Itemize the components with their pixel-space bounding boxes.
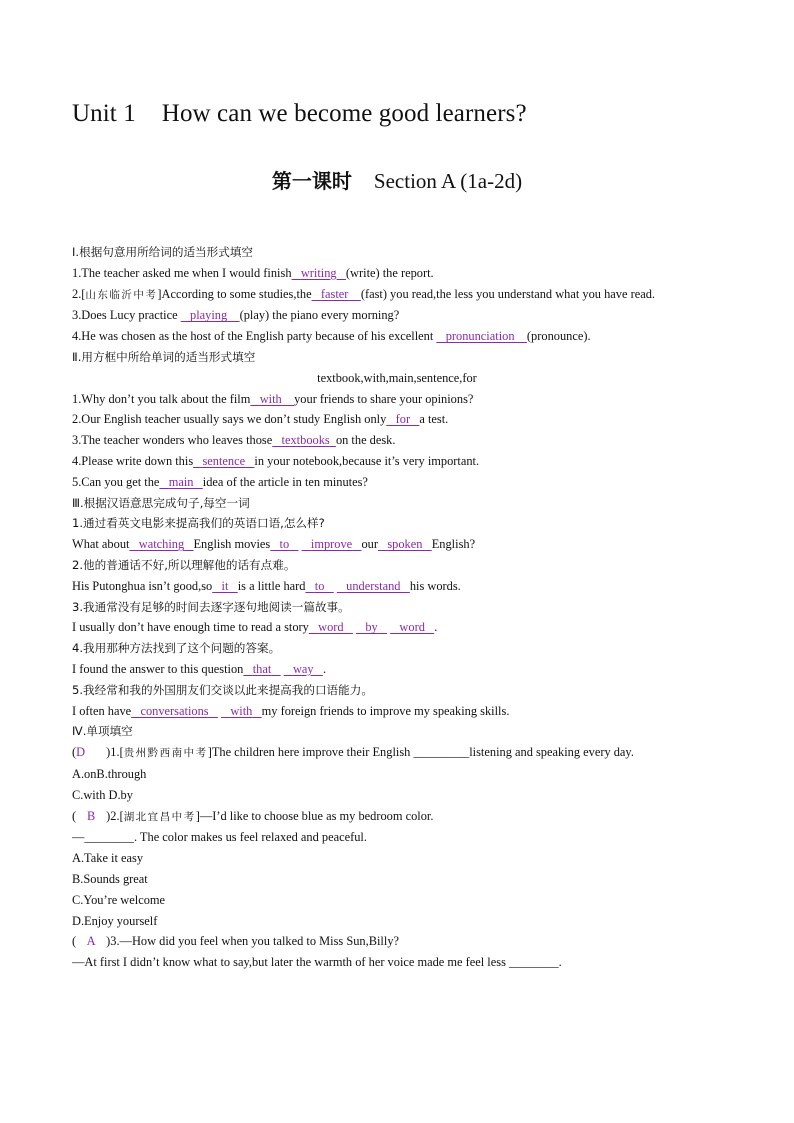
- question-text: 4.He was chosen as the host of the English party because of his excellent: [72, 329, 434, 344]
- s1-question-2: [72, 284, 722, 306]
- answer: faster: [320, 286, 349, 301]
- answer: pronunciation: [445, 329, 515, 344]
- answer-blank: [378, 537, 432, 551]
- question-text: my foreign friends to improve my speaking skills.: [261, 703, 510, 718]
- source-tag: 贵州黔西南中考: [123, 747, 208, 760]
- blank-line: _________: [413, 745, 470, 760]
- answer-blank: [390, 620, 434, 634]
- question-text: your friends to share your opinions?: [294, 391, 474, 406]
- s2-question-4: [72, 451, 722, 472]
- question-text: ]The children here improve their English: [207, 745, 411, 760]
- answer: watching: [138, 537, 185, 552]
- option-c: C.with: [72, 787, 106, 802]
- s3-q5-chinese: 5.我经常和我的外国朋友们交谈以此来提高我的口语能力。: [72, 682, 373, 697]
- answer: improve: [310, 537, 353, 552]
- question-text: )2.[: [106, 808, 124, 823]
- answer-blank: [306, 579, 334, 593]
- question-text: . The color makes us feel relaxed and peaceful.: [133, 830, 367, 845]
- answer: conversations: [140, 703, 209, 718]
- answer: it: [221, 578, 229, 593]
- s2-question-5: [72, 472, 722, 493]
- s2-question-2: [72, 409, 722, 430]
- answer-blank: [212, 579, 237, 593]
- answer: playing: [190, 308, 228, 323]
- s4-q2-option-d: D.Enjoy yourself: [72, 913, 158, 928]
- paren-open: (: [72, 745, 77, 760]
- answer-blank: [309, 620, 353, 634]
- answer-blank: [284, 662, 323, 676]
- question-text: .: [322, 661, 327, 676]
- s4-q2-response: [72, 827, 722, 848]
- answer-blank: [292, 266, 346, 280]
- question-text: I found the answer to this question: [72, 661, 244, 676]
- answer: sentence: [202, 453, 246, 468]
- question-text: I often have: [72, 703, 132, 718]
- section-2-heading: Ⅱ.用方框中所给单词的适当形式填空: [72, 349, 256, 364]
- choice-answer: D: [76, 745, 86, 760]
- answer: that: [252, 661, 272, 676]
- question-text: 1.Why don’t you talk about the film: [72, 391, 251, 406]
- answer: with: [259, 391, 282, 406]
- question-text: What about: [72, 537, 130, 552]
- question-text: 3.The teacher wonders who leaves those: [72, 433, 273, 448]
- answer-blank: [193, 454, 254, 468]
- question-text: His Putonghua isn’t good,so: [72, 578, 213, 593]
- answer-blank: [270, 537, 298, 551]
- question-text: )3.—How did you feel when you talked to Miss Sun,Billy?: [106, 934, 400, 949]
- question-text: is a little hard: [237, 578, 306, 593]
- s2-question-1: [72, 389, 722, 410]
- s2-question-3: [72, 430, 722, 451]
- source-tag: 山东临沂中考: [85, 288, 158, 301]
- unit-question: How can we become good learners?: [161, 100, 527, 127]
- s4-q2-option-a: A.Take it easy: [72, 851, 144, 866]
- question-text: ]—I’d like to choose blue as my bedroom color.: [195, 808, 434, 823]
- question-text: (pronounce).: [526, 329, 591, 344]
- answer: to: [314, 578, 325, 593]
- answer: with: [230, 703, 253, 718]
- answer: to: [279, 537, 290, 552]
- answer: way: [292, 661, 314, 676]
- answer: for: [395, 412, 411, 427]
- question-text: listening and speaking every day.: [469, 745, 634, 760]
- question-text: .: [434, 620, 438, 635]
- answer: writing: [300, 265, 337, 280]
- section-4-heading: Ⅳ.单项填空: [72, 724, 133, 739]
- choice-answer: B: [87, 808, 96, 823]
- answer-blank: [337, 579, 410, 593]
- s3-q3-english: [72, 617, 722, 638]
- question-text: ]According to some studies,the: [157, 286, 312, 301]
- question-text: idea of the article in ten minutes?: [202, 474, 368, 489]
- s4-question-2: [72, 806, 722, 828]
- unit-number: Unit 1: [72, 100, 136, 127]
- question-text: —At first I didn’t know what to say,but later the warmth of her voice made me feel less: [72, 955, 506, 970]
- lesson-title-en: Section A (1a-2d): [373, 169, 523, 193]
- blank-line: ________: [509, 955, 559, 970]
- s4-q1-options-cd: [72, 785, 722, 806]
- question-text: 1.The teacher asked me when I would finish: [72, 265, 292, 280]
- answer: textbooks: [281, 433, 330, 448]
- answer: understand: [346, 578, 401, 593]
- answer-blank: [386, 412, 419, 426]
- question-text: a test.: [419, 412, 449, 427]
- s3-q1-english: [72, 534, 722, 555]
- question-text: 4.Please write down this: [72, 453, 194, 468]
- question-text: on the desk.: [335, 433, 396, 448]
- answer-blank: [436, 329, 527, 343]
- s4-question-3: [72, 931, 722, 952]
- answer: by: [365, 620, 378, 635]
- question-text: 3.Does Lucy practice: [72, 308, 178, 323]
- answer: spoken: [387, 537, 423, 552]
- answer-blank: [159, 475, 202, 489]
- answer-blank: [129, 537, 193, 551]
- choice-answer: A: [86, 934, 96, 949]
- answer-blank: [131, 704, 218, 718]
- answer-blank: [312, 287, 361, 301]
- s1-question-3: [72, 305, 722, 326]
- answer: main: [168, 474, 194, 489]
- s4-q2-option-b: B.Sounds great: [72, 871, 148, 886]
- s3-q1-chinese: 1.通过看英文电影来提高我们的英语口语,怎么样?: [72, 516, 325, 531]
- question-text: )1.[: [106, 745, 124, 760]
- source-tag: 湖北宜昌中考: [123, 810, 196, 823]
- s3-q2-english: [72, 576, 722, 597]
- lesson-title: [0, 165, 794, 194]
- section-3-heading: Ⅲ.根据汉语意思完成句子,每空一词: [72, 495, 250, 510]
- s1-question-4: [72, 326, 722, 347]
- answer-blank: [243, 662, 280, 676]
- question-text: English?: [431, 537, 476, 552]
- question-text: (fast) you read,the less you understand what you have read.: [360, 286, 655, 301]
- question-text: 2.[: [72, 286, 86, 301]
- question-text: I usually don’t have enough time to read a story: [72, 620, 309, 635]
- exercise-content: [72, 242, 722, 973]
- unit-title: [72, 100, 527, 128]
- option-d: D.by: [108, 787, 133, 802]
- s1-question-1: [72, 263, 722, 284]
- s4-q3-response: [72, 952, 722, 973]
- s3-q4-english: [72, 659, 722, 680]
- question-text: (write) the report.: [345, 265, 434, 280]
- section-1-heading: Ⅰ.根据句意用所给词的适当形式填空: [72, 245, 254, 259]
- s3-q2-chinese: 2.他的普通话不好,所以理解他的话有点难。: [72, 557, 296, 572]
- s3-q4-chinese: 4.我用那种方法找到了这个问题的答案。: [72, 641, 281, 656]
- lesson-title-cn: 第一课时: [271, 169, 352, 193]
- word-box: textbook,with,main,sentence,for: [317, 370, 477, 385]
- s3-q3-chinese: 3.我通常没有足够的时间去逐字逐句地阅读一篇故事。: [72, 599, 350, 614]
- answer-blank: [302, 537, 362, 551]
- question-text: in your notebook,because it’s very important.: [254, 453, 480, 468]
- answer-blank: [272, 433, 336, 447]
- answer-blank: [250, 392, 294, 406]
- question-text: 2.Our English teacher usually says we don’t study English only: [72, 412, 387, 427]
- question-text: .: [558, 955, 562, 970]
- question-text: our: [361, 537, 379, 552]
- s4-q2-option-c: C.You’re welcome: [72, 892, 166, 907]
- paren-open: (: [72, 934, 77, 949]
- blank-line: —________: [72, 830, 134, 845]
- question-text: English movies: [193, 537, 271, 552]
- question-text: 5.Can you get the: [72, 474, 160, 489]
- s4-question-1: [72, 742, 722, 764]
- answer: word: [399, 620, 425, 635]
- paren-open: (: [72, 808, 77, 823]
- answer-blank: [356, 620, 387, 634]
- s3-q5-english: [72, 701, 722, 722]
- question-text: (play) the piano every morning?: [239, 308, 400, 323]
- question-text: his words.: [409, 578, 461, 593]
- s4-q1-options-ab: A.onB.through: [72, 766, 147, 781]
- answer-blank: [221, 704, 262, 718]
- answer-blank: [181, 308, 240, 322]
- answer: word: [318, 620, 344, 635]
